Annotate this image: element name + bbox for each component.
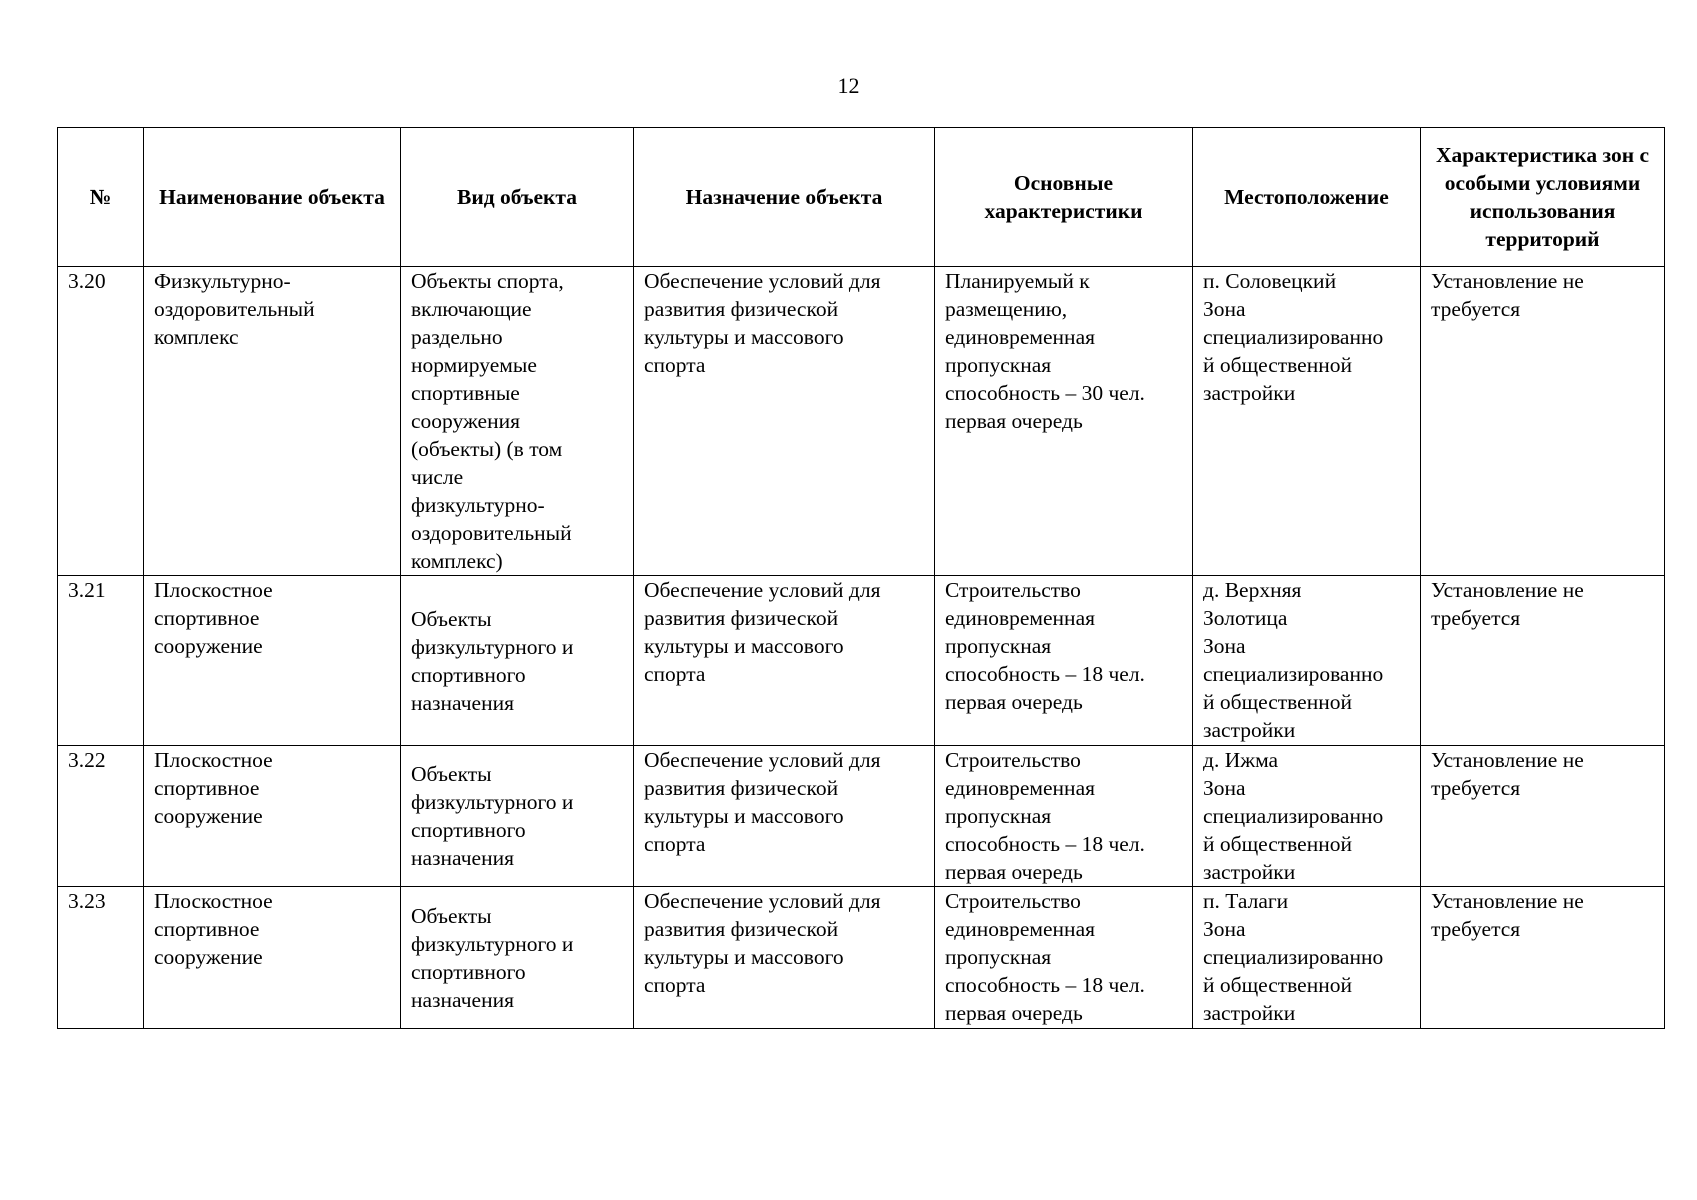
row-zones: Установление не требуется bbox=[1421, 746, 1665, 887]
row-zones: Установление не требуется bbox=[1421, 576, 1665, 746]
row-object-name: Плоскостное спортивное сооружение bbox=[144, 887, 401, 1029]
row-zones: Установление не требуется bbox=[1421, 267, 1665, 576]
header-object-name: Наименование объекта bbox=[144, 128, 401, 267]
table-header-row bbox=[58, 128, 1665, 267]
row-object-name: Плоскостное спортивное сооружение bbox=[144, 746, 401, 887]
row-location: п. Талаги Зона специализированно й общественной застройки bbox=[1193, 887, 1421, 1029]
row-object-purpose: Обеспечение условий для развития физической культуры и массового спорта bbox=[634, 887, 935, 1029]
row-location: д. Ижма Зона специализированно й общественной застройки bbox=[1193, 746, 1421, 887]
row-object-purpose: Обеспечение условий для развития физической культуры и массового спорта bbox=[634, 746, 935, 887]
table-row bbox=[58, 267, 1665, 576]
page-number: 12 bbox=[837, 73, 860, 98]
row-characteristics: Строительство единовременная пропускная способность – 18 чел. первая очередь bbox=[935, 887, 1193, 1029]
objects-table bbox=[57, 127, 1665, 1029]
table-row bbox=[58, 746, 1665, 887]
row-object-type: Объекты физкультурного и спортивного назначения bbox=[401, 746, 634, 887]
header-location: Местоположение bbox=[1193, 128, 1421, 267]
row-characteristics: Строительство единовременная пропускная способность – 18 чел. первая очередь bbox=[935, 576, 1193, 746]
row-object-type: Объекты спорта, включающие раздельно нормируемые спортивные сооружения (объекты) (в том числе физкультурно- оздоровительный комплекс) bbox=[401, 267, 634, 576]
row-object-name: Плоскостное спортивное сооружение bbox=[144, 576, 401, 746]
row-characteristics: Планируемый к размещению, единовременная пропускная способность – 30 чел. первая очередь bbox=[935, 267, 1193, 576]
header-main-characteristics: Основные характеристики bbox=[935, 128, 1193, 267]
row-object-type: Объекты физкультурного и спортивного назначения bbox=[401, 576, 634, 746]
row-location: п. Соловецкий Зона специализированно й общественной застройки bbox=[1193, 267, 1421, 576]
row-object-name: Физкультурно- оздоровительный комплекс bbox=[144, 267, 401, 576]
row-number: 3.20 bbox=[58, 267, 144, 576]
row-characteristics: Строительство единовременная пропускная способность – 18 чел. первая очередь bbox=[935, 746, 1193, 887]
row-object-purpose: Обеспечение условий для развития физической культуры и массового спорта bbox=[634, 267, 935, 576]
header-number: № bbox=[58, 128, 144, 267]
row-number: 3.23 bbox=[58, 887, 144, 1029]
table-row bbox=[58, 887, 1665, 1029]
row-location: д. Верхняя Золотица Зона специализированно й общественной застройки bbox=[1193, 576, 1421, 746]
header-object-purpose: Назначение объекта bbox=[634, 128, 935, 267]
row-number: 3.22 bbox=[58, 746, 144, 887]
table-row bbox=[58, 576, 1665, 746]
header-zone-characteristics: Характеристика зон с особыми условиями использования территорий bbox=[1421, 128, 1665, 267]
row-object-purpose: Обеспечение условий для развития физической культуры и массового спорта bbox=[634, 576, 935, 746]
row-zones: Установление не требуется bbox=[1421, 887, 1665, 1029]
row-object-type: Объекты физкультурного и спортивного назначения bbox=[401, 887, 634, 1029]
header-object-type: Вид объекта bbox=[401, 128, 634, 267]
row-number: 3.21 bbox=[58, 576, 144, 746]
